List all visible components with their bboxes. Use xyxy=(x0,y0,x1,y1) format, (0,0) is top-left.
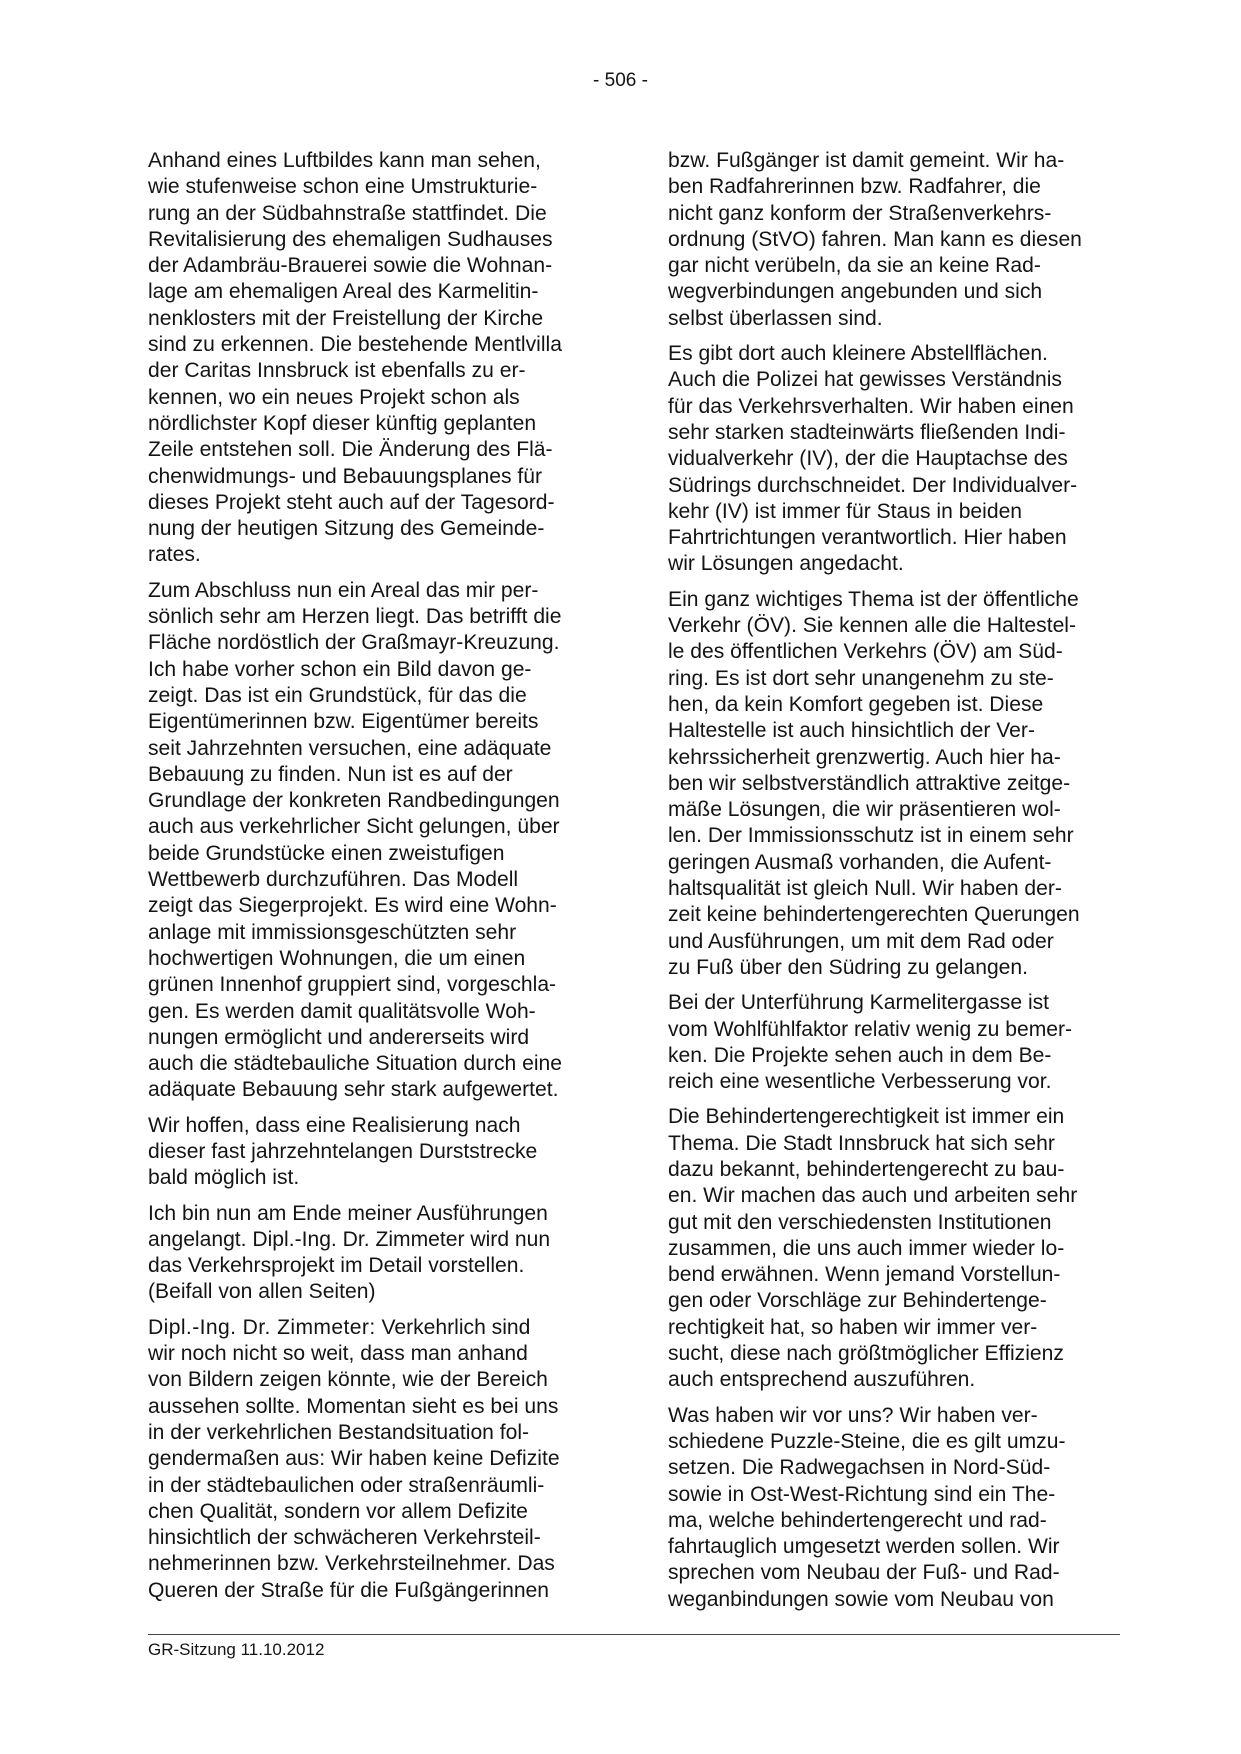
text-line: selbst überlassen sind. xyxy=(668,306,883,330)
text-line: gar nicht verübeln, da sie an keine Rad- xyxy=(668,254,1041,278)
text-line: sucht, diese nach größtmöglicher Effizienz xyxy=(668,1342,1064,1366)
text-line: bzw. Fußgänger ist damit gemeint. Wir ha- xyxy=(668,149,1065,172)
text-line: nicht ganz konform der Straßenverkehrs- xyxy=(668,201,1052,225)
text-line: vom Wohlfühlfaktor relativ wenig zu bemer- xyxy=(668,1017,1073,1041)
text-line: ben Radfahrerinnen bzw. Radfahrer, die xyxy=(668,175,1041,199)
text-line: kehr (IV) ist immer für Staus in beiden xyxy=(668,499,1023,523)
text-line: dazu bekannt, behindertengerecht zu bau- xyxy=(668,1157,1065,1181)
text-line: rung an der Südbahnstraße stattfindet. Die xyxy=(148,201,547,225)
text-line: Queren der Straße für die Fußgängerinnen xyxy=(148,1578,550,1602)
text-line: gen. Es werden damit qualitätsvolle Woh- xyxy=(148,999,536,1023)
text-line: nungen ermöglicht und andererseits wird xyxy=(148,1025,530,1049)
text-line: auch entsprechend auszuführen. xyxy=(668,1368,976,1392)
text-line: sowie in Ost-West-Richtung sind ein The- xyxy=(668,1482,1056,1506)
text-line: mäße Lösungen, die wir präsentieren wol- xyxy=(668,798,1061,822)
text-line: zeigt das Siegerprojekt. Es wird eine Wohn- xyxy=(148,894,557,918)
text-line: wegverbindungen angebunden und sich xyxy=(668,280,1043,304)
text-line: reich eine wesentliche Verbesserung vor. xyxy=(668,1070,1052,1094)
text-line: beide Grundstücke einen zweistufigen xyxy=(148,841,505,865)
text-line: schiedene Puzzle-Steine, die es gilt umzu- xyxy=(668,1429,1066,1453)
text-line: dieser fast jahrzehntelangen Durststrecke xyxy=(148,1139,538,1163)
footer-divider xyxy=(148,1634,1120,1635)
text-line: Südrings durchschneidet. Der Individualver- xyxy=(668,473,1078,497)
text-line: Fahrtrichtungen verantwortlich. Hier haben xyxy=(668,526,1067,550)
text-line: zeit keine behindertengerechten Querungen xyxy=(668,903,1080,927)
text-line: ring. Es ist dort sehr unangenehm zu ste- xyxy=(668,666,1054,690)
text-line: fahrtauglich umgesetzt werden sollen. Wir xyxy=(668,1535,1060,1559)
text-line: vidualverkehr (IV), der die Hauptachse des xyxy=(668,447,1068,471)
text-line: Bebauung zu finden. Nun ist es auf der xyxy=(148,762,513,786)
text-line: wir Lösungen angedacht. xyxy=(668,552,904,576)
left-column xyxy=(148,148,600,1613)
text-line: Eigentümerinnen bzw. Eigentümer bereits xyxy=(148,710,539,734)
text-line: in der verkehrlichen Bestandsituation fol- xyxy=(148,1420,530,1444)
text-line: nördlichster Kopf dieser künftig geplanten xyxy=(148,411,537,435)
text-line: Wir hoffen, dass eine Realisierung nach xyxy=(148,1113,521,1137)
text-line: nenklosters mit der Freistellung der Kirche xyxy=(148,306,544,330)
text-line: Ich habe vorher schon ein Bild davon ge- xyxy=(148,657,532,681)
text-line: rates. xyxy=(148,543,201,567)
paragraph xyxy=(668,148,1120,332)
text-line: in der städtebaulichen oder straßenräumli- xyxy=(148,1473,545,1497)
paragraph xyxy=(668,990,1120,1095)
text-line: Bei der Unterführung Karmelitergasse ist xyxy=(668,991,1050,1015)
text-line: lage am ehemaligen Areal des Karmelitin- xyxy=(148,280,539,304)
text-line: setzen. Die Radwegachsen in Nord-Süd- xyxy=(668,1456,1051,1480)
text-line: Es gibt dort auch kleinere Abstellflächen. xyxy=(668,342,1048,366)
text-line: (Beifall von allen Seiten) xyxy=(148,1280,376,1304)
paragraph xyxy=(148,148,600,569)
text-line: weganbindungen sowie vom Neubau von xyxy=(668,1587,1054,1611)
text-line: Ein ganz wichtiges Thema ist der öffentliche xyxy=(668,587,1079,611)
text-line: auch die städtebauliche Situation durch eine xyxy=(148,1052,562,1076)
text-line: kennen, wo ein neues Projekt schon als xyxy=(148,385,520,409)
paragraph xyxy=(668,1403,1120,1613)
text-line: angelangt. Dipl.-Ing. Dr. Zimmeter wird nun xyxy=(148,1227,551,1251)
text-line: Revitalisierung des ehemaligen Sudhauses xyxy=(148,227,553,251)
text-line: adäquate Bebauung sehr stark aufgewertet. xyxy=(148,1078,559,1102)
text-line: Fläche nordöstlich der Graßmayr-Kreuzung. xyxy=(148,631,560,655)
text-line: für das Verkehrsverhalten. Wir haben einen xyxy=(668,394,1074,418)
text-line: ordnung (StVO) fahren. Man kann es diesen xyxy=(668,227,1082,251)
text-line: sönlich sehr am Herzen liegt. Das betrifft die xyxy=(148,605,562,629)
paragraph xyxy=(148,1113,600,1192)
text-line: sind zu erkennen. Die bestehende Mentlvilla xyxy=(148,333,562,357)
text-line: ma, welche behindertengerecht und rad- xyxy=(668,1508,1047,1532)
text-line: sprechen vom Neubau der Fuß- und Rad- xyxy=(668,1561,1060,1585)
text-line: der Adambräu-Brauerei sowie die Wohnan- xyxy=(148,254,553,278)
text-line: bald möglich ist. xyxy=(148,1166,300,1190)
text-line: hinsichtlich der schwächeren Verkehrsteil- xyxy=(148,1526,541,1550)
text-line: Thema. Die Stadt Innsbruck hat sich sehr xyxy=(668,1131,1055,1155)
footer-session-date: GR-Sitzung 11.10.2012 xyxy=(148,1640,325,1659)
text-line: Zeile entstehen soll. Die Änderung des Flä- xyxy=(148,438,553,462)
speaker-name: Dipl.-Ing. Dr. Zimmeter: xyxy=(148,1315,376,1339)
text-line: geringen Ausmaß vorhanden, die Aufent- xyxy=(668,850,1052,874)
text-line: aussehen sollte. Momentan sieht es bei uns xyxy=(148,1394,559,1418)
text-line: Haltestelle ist auch hinsichtlich der Ver- xyxy=(668,719,1035,743)
text-line: nehmerinnen bzw. Verkehrsteilnehmer. Das xyxy=(148,1552,555,1576)
text-line: rechtigkeit hat, so haben wir immer ver- xyxy=(668,1315,1038,1339)
text-line: Grundlage der konkreten Randbedingungen xyxy=(148,789,560,813)
text-line: kehrssicherheit grenzwertig. Auch hier ha- xyxy=(668,745,1061,769)
text-line: zu Fuß über den Südring zu gelangen. xyxy=(668,955,1029,979)
paragraph xyxy=(668,1104,1120,1393)
text-line: zeigt. Das ist ein Grundstück, für das die xyxy=(148,683,527,707)
text-line: Verkehr (ÖV). Sie kennen alle die Haltestel- xyxy=(668,614,1077,638)
text-line: gendermaßen aus: Wir haben keine Defizite xyxy=(148,1447,560,1471)
text-line xyxy=(148,1315,600,1341)
text-line: hen, da kein Komfort gegeben ist. Diese xyxy=(668,692,1044,716)
paragraph xyxy=(148,1201,600,1306)
text-line: Was haben wir vor uns? Wir haben ver- xyxy=(668,1403,1038,1427)
text-line: chen Qualität, sondern vor allem Defizite xyxy=(148,1499,528,1523)
text-line: en. Wir machen das auch und arbeiten sehr xyxy=(668,1184,1078,1208)
text-line: ken. Die Projekte sehen auch in dem Be- xyxy=(668,1043,1052,1067)
page-number: - 506 - xyxy=(593,70,648,91)
text-line: haltsqualität ist gleich Null. Wir haben der- xyxy=(668,877,1062,901)
text-line: le des öffentlichen Verkehrs (ÖV) am Süd- xyxy=(668,640,1063,664)
text-line: bend erwähnen. Wenn jemand Vorstellun- xyxy=(668,1263,1061,1287)
text-line: nung der heutigen Sitzung des Gemeinde- xyxy=(148,517,545,541)
text-line: Zum Abschluss nun ein Areal das mir per- xyxy=(148,578,539,602)
text-line: ben wir selbstverständlich attraktive zeitge- xyxy=(668,771,1071,795)
text-line: grünen Innenhof gruppiert sind, vorgeschla- xyxy=(148,973,557,997)
text-line: seit Jahrzehnten versuchen, eine adäquate xyxy=(148,736,552,760)
text-line: dieses Projekt steht auch auf der Tagesord- xyxy=(148,490,555,514)
paragraph xyxy=(148,578,600,1104)
text-line: Die Behindertengerechtigkeit ist immer ein xyxy=(668,1105,1065,1129)
text-line: wir noch nicht so weit, dass man anhand xyxy=(148,1342,528,1366)
text-line: gen oder Vorschläge zur Behindertenge- xyxy=(668,1289,1047,1313)
speaker-paragraph xyxy=(148,1315,600,1604)
text-line: auch aus verkehrlicher Sicht gelungen, über xyxy=(148,815,560,839)
paragraph xyxy=(668,341,1120,578)
text-line: das Verkehrsprojekt im Detail vorstellen. xyxy=(148,1254,525,1278)
text-line: anlage mit immissionsgeschützten sehr xyxy=(148,920,517,944)
text-line: zusammen, die uns auch immer wieder lo- xyxy=(668,1236,1065,1260)
text-line: chenwidmungs- und Bebauungsplanes für xyxy=(148,464,543,488)
text-line: Ich bin nun am Ende meiner Ausführungen xyxy=(148,1201,548,1225)
text-line: Wettbewerb durchzuführen. Das Modell xyxy=(148,868,519,892)
text-line: der Caritas Innsbruck ist ebenfalls zu er- xyxy=(148,359,526,383)
text-line: und Ausführungen, um mit dem Rad oder xyxy=(668,929,1054,953)
text-line: von Bildern zeigen könnte, wie der Bereich xyxy=(148,1368,548,1392)
paragraph xyxy=(668,587,1120,981)
speaker-text: Verkehrlich sind xyxy=(375,1315,531,1339)
text-line: len. Der Immissionsschutz ist in einem sehr xyxy=(668,824,1074,848)
text-line: hochwertigen Wohnungen, die um einen xyxy=(148,946,526,970)
text-line: wie stufenweise schon eine Umstrukturie- xyxy=(148,175,538,199)
right-column xyxy=(668,148,1120,1622)
text-line: gut mit den verschiedensten Institutionen xyxy=(668,1210,1052,1234)
text-line: Auch die Polizei hat gewisses Verständnis xyxy=(668,368,1062,392)
text-line: Anhand eines Luftbildes kann man sehen, xyxy=(148,149,541,172)
text-line: sehr starken stadteinwärts fließenden Indi- xyxy=(668,420,1066,444)
